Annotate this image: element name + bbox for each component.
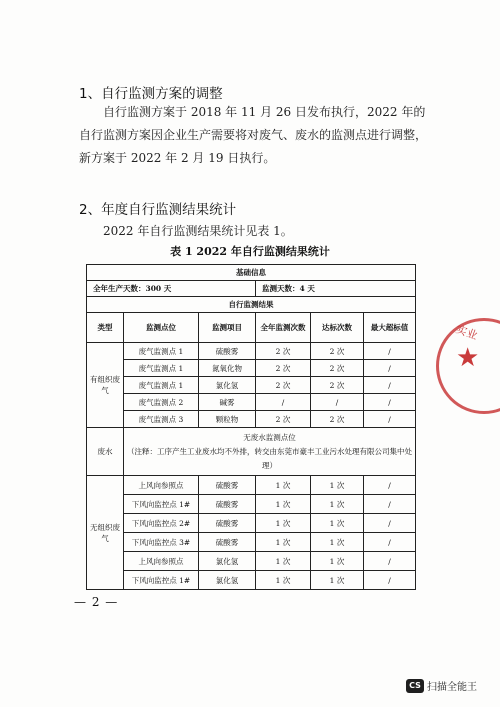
seal-star-icon: ★ — [456, 343, 480, 373]
cell-item: 氯化氢 — [199, 377, 256, 394]
cell-point: 下风向监控点 3# — [124, 533, 199, 552]
table-row — [87, 281, 416, 297]
basic-info-header: 基础信息 — [87, 265, 416, 281]
cell-item: 氯化氢 — [199, 552, 256, 571]
type-organized: 有组织废气 — [87, 343, 124, 428]
cell-point: 上风向参照点 — [124, 552, 199, 571]
table-row — [87, 297, 416, 313]
column-header: 监测点位 — [124, 313, 199, 343]
column-header: 最大超标值 — [364, 313, 416, 343]
wastewater-note-cell — [124, 428, 416, 476]
table-row — [87, 495, 416, 514]
cell-point: 废气监测点 2 — [124, 394, 199, 411]
monitoring-results-table — [86, 264, 416, 590]
cell-point: 废气监测点 3 — [124, 411, 199, 428]
wastewater-note: （注释：工序产生工业废水均不外排，转交由东莞市豪丰工业污水处理有限公司集中处理） — [127, 446, 412, 470]
cell-count: 2 次 — [256, 360, 311, 377]
column-header: 监测项目 — [199, 313, 256, 343]
cell-count: 1 次 — [256, 552, 311, 571]
cell-item: 氯化氢 — [199, 571, 256, 590]
cell-pass: 1 次 — [311, 514, 364, 533]
cell-pass: 1 次 — [311, 533, 364, 552]
table-row — [87, 514, 416, 533]
cell-count: / — [256, 394, 311, 411]
cell-item: 颗粒物 — [199, 411, 256, 428]
cell-point: 废气监测点 1 — [124, 377, 199, 394]
cell-point: 废气监测点 1 — [124, 360, 199, 377]
cell-item: 硫酸雾 — [199, 343, 256, 360]
table-row — [87, 476, 416, 495]
cell-point: 下风向监控点 2# — [124, 514, 199, 533]
cell-item: 硫酸雾 — [199, 495, 256, 514]
cell-max: / — [364, 476, 416, 495]
cell-point: 废气监测点 1 — [124, 343, 199, 360]
section-1-heading: 1、自行监测方案的调整 — [79, 86, 223, 102]
cell-max: / — [364, 571, 416, 590]
cell-pass: / — [311, 394, 364, 411]
type-wastewater: 废水 — [87, 428, 124, 476]
column-header: 类型 — [87, 313, 124, 343]
cell-point: 下风向监控点 1# — [124, 571, 199, 590]
cell-count: 1 次 — [256, 476, 311, 495]
cell-pass: 1 次 — [311, 495, 364, 514]
cell-max: / — [364, 360, 416, 377]
table-caption: 表 1 2022 年自行监测结果统计 — [170, 245, 330, 258]
seal-text: 实业 — [454, 322, 480, 343]
monitoring-days: 监测天数：4 天 — [256, 281, 416, 297]
watermark-text: 扫描全能王 — [427, 682, 477, 693]
cell-pass: 1 次 — [311, 476, 364, 495]
cell-max: / — [364, 552, 416, 571]
table-row — [87, 343, 416, 360]
cell-count: 2 次 — [256, 377, 311, 394]
table-row — [87, 265, 416, 281]
cell-pass: 2 次 — [311, 360, 364, 377]
cell-max: / — [364, 377, 416, 394]
section-2-heading: 2、年度自行监测结果统计 — [79, 202, 237, 218]
cell-max: / — [364, 343, 416, 360]
camscanner-logo-icon: CS — [406, 679, 424, 693]
cell-item: 硫酸雾 — [199, 533, 256, 552]
cell-count: 1 次 — [256, 571, 311, 590]
table-header-row — [87, 313, 416, 343]
table-row — [87, 377, 416, 394]
cell-max: / — [364, 514, 416, 533]
cell-pass: 1 次 — [311, 552, 364, 571]
cell-count: 1 次 — [256, 495, 311, 514]
wastewater-no-point: 无废水监测点位 — [243, 432, 296, 442]
table-row — [87, 571, 416, 590]
cell-item: 硫酸雾 — [199, 514, 256, 533]
type-unorganized: 无组织废气 — [87, 476, 124, 590]
cell-max: / — [364, 533, 416, 552]
cell-pass: 2 次 — [311, 343, 364, 360]
cell-point: 下风向监控点 1# — [124, 495, 199, 514]
column-header: 达标次数 — [311, 313, 364, 343]
cell-item: 硫酸雾 — [199, 476, 256, 495]
cell-count: 2 次 — [256, 411, 311, 428]
scanner-watermark — [406, 678, 477, 693]
cell-pass: 2 次 — [311, 411, 364, 428]
table-row — [87, 533, 416, 552]
cell-max: / — [364, 411, 416, 428]
table-row — [87, 394, 416, 411]
cell-item: 氮氧化物 — [199, 360, 256, 377]
cell-max: / — [364, 495, 416, 514]
cell-pass: 2 次 — [311, 377, 364, 394]
results-header: 自行监测结果 — [87, 297, 416, 313]
column-header: 全年监测次数 — [256, 313, 311, 343]
table-row — [87, 428, 416, 476]
cell-count: 1 次 — [256, 533, 311, 552]
cell-count: 2 次 — [256, 343, 311, 360]
table-row — [87, 360, 416, 377]
section-2-intro: 2022 年自行监测结果统计见表 1。 — [103, 224, 293, 238]
production-days: 全年生产天数：300 天 — [87, 281, 256, 297]
page-number: — 2 — — [74, 595, 119, 609]
cell-max: / — [364, 394, 416, 411]
cell-point: 上风向参照点 — [124, 476, 199, 495]
cell-count: 1 次 — [256, 514, 311, 533]
table-row — [87, 411, 416, 428]
cell-pass: 1 次 — [311, 571, 364, 590]
table-row — [87, 552, 416, 571]
cell-item: 碱雾 — [199, 394, 256, 411]
section-1-paragraph: 自行监测方案于 2018 年 11 月 26 日发布执行，2022 年的自行监测方案因企业生产需要将对废气、废水的监测点进行调整，新方案于 2022 年 2 月 19 日执行。 — [79, 105, 428, 165]
